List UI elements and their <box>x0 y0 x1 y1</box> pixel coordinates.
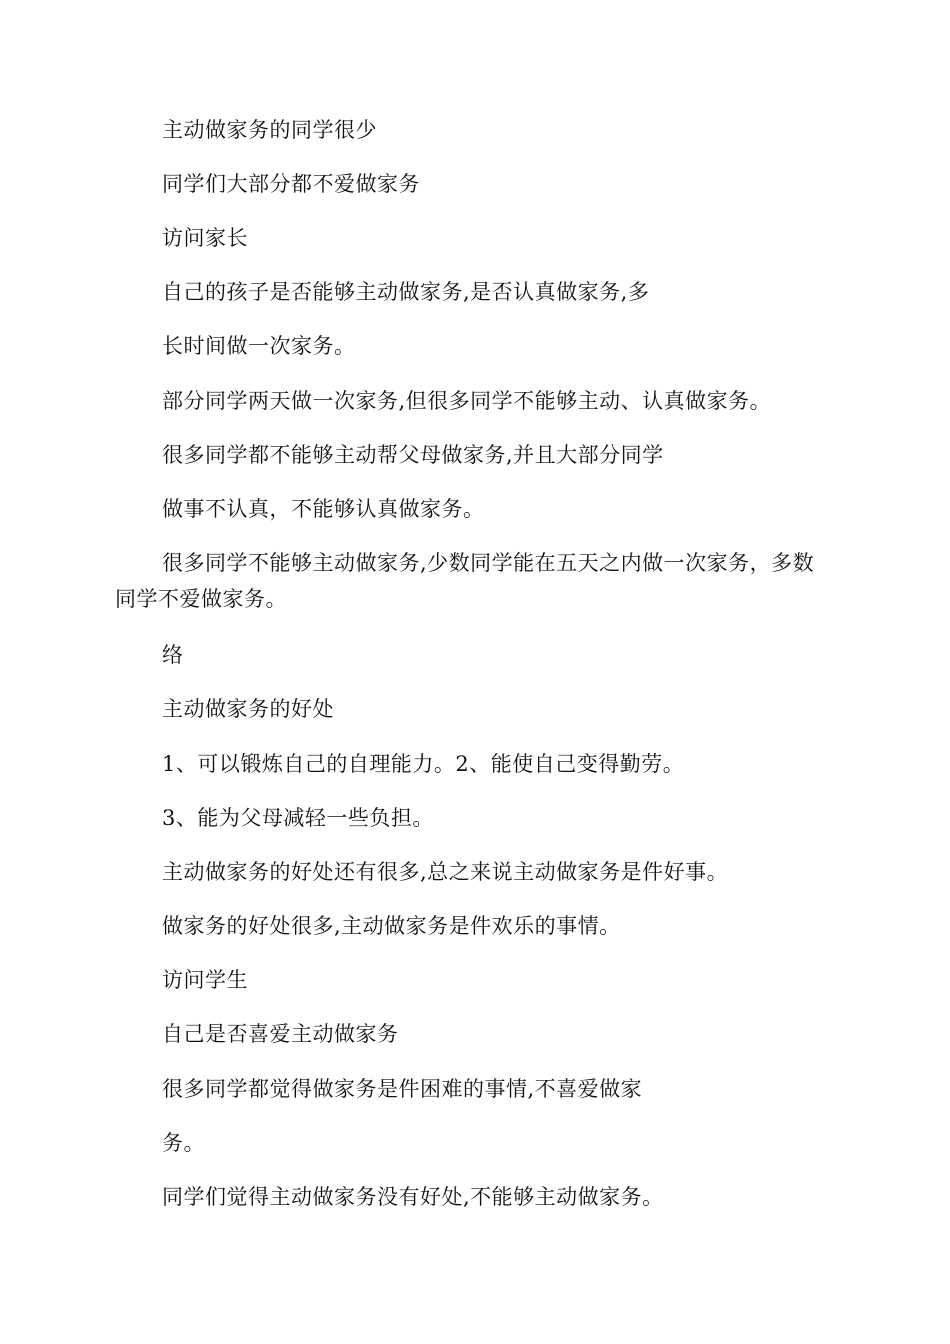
text-line: 1、可以锻炼自己的自理能力。2、能使自己变得勤劳。 <box>162 752 685 776</box>
text-line: 做家务的好处很多,主动做家务是件欢乐的事情。 <box>162 914 621 938</box>
text-line: 3、能为父母减轻一些负担。 <box>162 806 434 830</box>
text-paragraph: 很多同学不能够主动做家务,少数同学能在五天之内做一次家务，多数同学不爱做家务。 <box>115 551 815 611</box>
text-line: 务。 <box>162 1131 205 1155</box>
text-line: 自己是否喜爱主动做家务 <box>162 1022 399 1046</box>
text-line: 很多同学都觉得做家务是件困难的事情,不喜爱做家 <box>162 1077 643 1101</box>
text-line: 同学们大部分都不爱做家务 <box>162 172 420 196</box>
text-line: 络 <box>162 643 184 667</box>
text-line: 自己的孩子是否能够主动做家务,是否认真做家务,多 <box>162 280 650 304</box>
text-line: 做事不认真，不能够认真做家务。 <box>162 497 485 521</box>
text-line: 访问家长 <box>162 226 248 250</box>
text-line: 主动做家务的同学很少 <box>162 118 377 142</box>
text-line: 长时间做一次家务。 <box>162 334 356 358</box>
text-line: 主动做家务的好处 <box>162 697 334 721</box>
text-line: 很多同学都不能够主动帮父母做家务,并且大部分同学 <box>162 443 664 467</box>
text-line: 访问学生 <box>162 968 248 992</box>
text-line: 同学们觉得主动做家务没有好处,不能够主动做家务。 <box>162 1185 664 1209</box>
text-line: 部分同学两天做一次家务,但很多同学不能够主动、认真做家务。 <box>162 389 772 413</box>
text-line: 主动做家务的好处还有很多,总之来说主动做家务是件好事。 <box>162 860 729 884</box>
